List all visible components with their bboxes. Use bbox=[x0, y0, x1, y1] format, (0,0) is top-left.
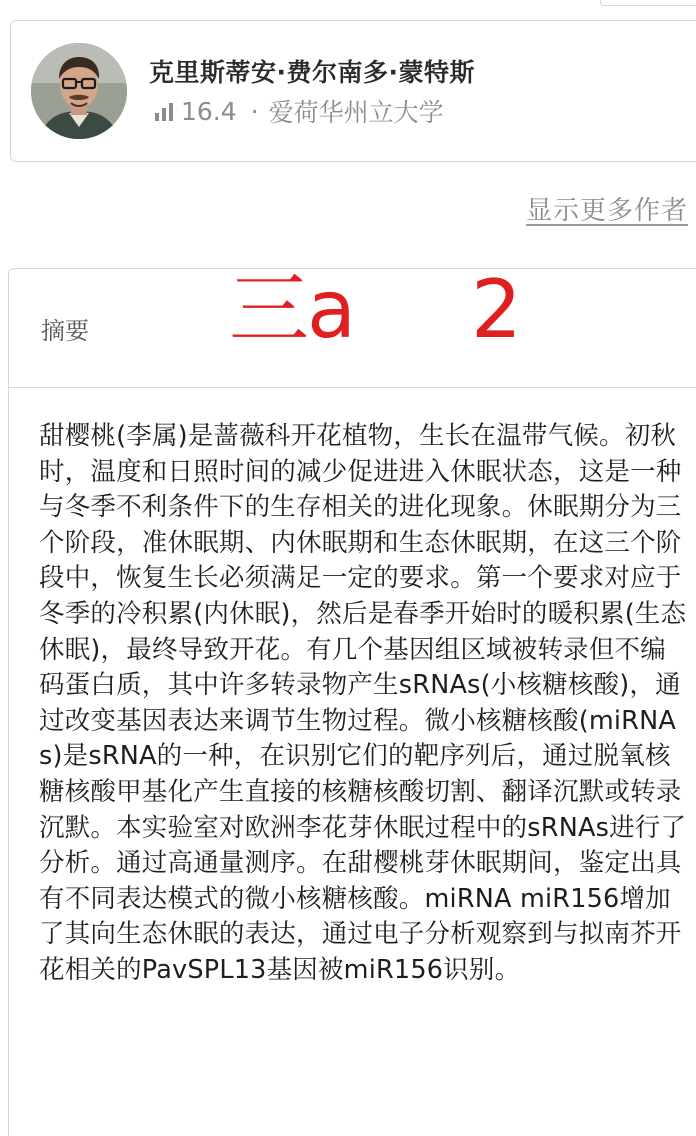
author-card[interactable] bbox=[10, 20, 696, 162]
abstract-card bbox=[8, 263, 696, 1136]
author-score: 16.4 bbox=[181, 96, 237, 126]
author-institution[interactable]: 爱荷华州立大学 bbox=[268, 98, 444, 127]
author-meta bbox=[153, 93, 444, 129]
abstract-header bbox=[9, 263, 696, 388]
bar-chart-icon bbox=[153, 100, 175, 122]
abstract-body: 甜樱桃(李属)是蔷薇科开花植物，生长在温带气候。初秋时，温度和日照时间的减少促进进入休眠状态，这是一种与冬季不利条件下的生存相关的进化现象。休眠期分为三个阶段，准休眠期、内休眠期和生态休眠期，在这三个阶段中，恢复生长必须满足一定的要求。第一个要求对应于冬季的冷积累(内休眠)，然后是春季开始时的暖积累(生态休眠)，最终导致开花。有几个基因组区域被转录但不编码蛋白质，其中许多转录物产生sRNAs(小核糖核酸)，通过改变基因表达来调节生物过程。微小核糖核酸(miRNAs)是sRNA的一种，在识别它们的靶序列后，通过脱氧核糖核酸甲基化产生直接的核糖核酸切割、翻译沉默或转录沉默。本实验室对欧洲李花芽休眠过程中的sRNAs进行了分析。通过高通量测序。在甜樱桃芽休眠期间，鉴定出具有不同表达模式的微小核糖核酸。miRNA miR156增加了其向生态休眠的表达，通过电子分析观察到与拟南芥开花相关的PavSPL13基因被miR156识别。 bbox=[39, 421, 687, 985]
handwritten-annotation-left: 三a bbox=[229, 263, 355, 356]
avatar-photo bbox=[31, 43, 127, 139]
author-name[interactable]: 克里斯蒂安·费尔南多·蒙特斯 bbox=[149, 58, 475, 87]
previous-card-edge bbox=[600, 0, 696, 6]
meta-separator: · bbox=[250, 96, 259, 126]
avatar[interactable] bbox=[31, 43, 127, 139]
show-more-authors-link[interactable]: 显示更多作者 bbox=[525, 196, 688, 226]
abstract-title: 摘要 bbox=[41, 317, 89, 345]
handwritten-annotation-right: 2 bbox=[471, 263, 522, 356]
